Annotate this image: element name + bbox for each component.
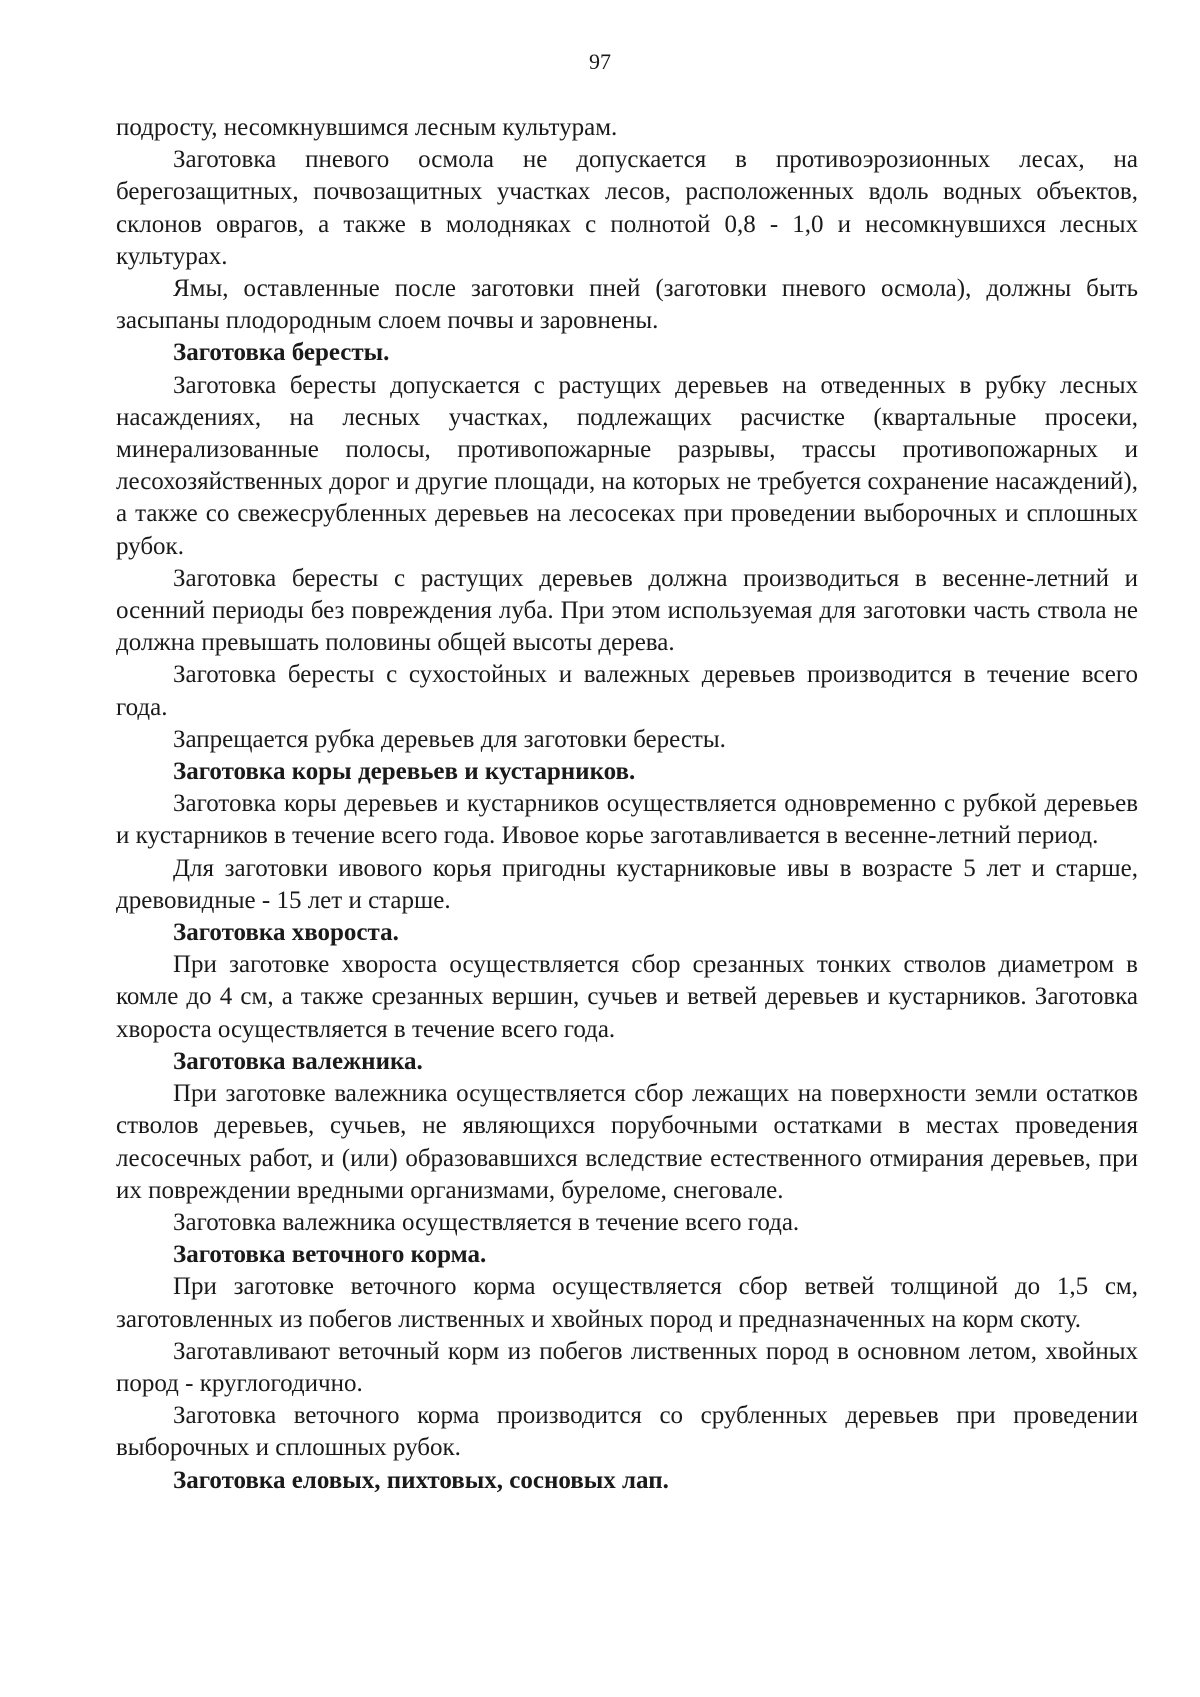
paragraph: При заготовке веточного корма осуществляется сбор ветвей толщиной до 1,5 см, заготовленных из побегов лиственных и хвойных пород и предназначенных на корм скоту. — [116, 1273, 1138, 1333]
section-heading-deadwood: Заготовка валежника. — [173, 1047, 423, 1075]
paragraph: Заготовка бересты допускается с растущих деревьев на отведенных в рубку лесных насаждениях, на лесных участках, подлежащих расчистке (квартальные просеки, минерализованные полосы, противопожарные разрывы, трассы противопожарных и лесохозяйственных дорог и другие площади, на которых не требуется сохранение насаждений), а также со свежесрубленных деревьев на лесосеках при проведении выборочных и сплошных рубок. — [116, 371, 1138, 560]
document-body — [116, 112, 1138, 1497]
paragraph: Заготовка веточного корма производится со срубленных деревьев при проведении выборочных и сплошных рубок. — [116, 1402, 1138, 1462]
paragraph: Заготавливают веточный корм из побегов лиственных пород в основном летом, хвойных пород - круглогодично. — [116, 1337, 1138, 1397]
section-heading-birch-bark: Заготовка бересты. — [173, 339, 390, 367]
paragraph: Заготовка пневого осмола не допускается в противоэрозионных лесах, на берегозащитных, почвозащитных участках лесов, расположенных вдоль водных объектов, склонов оврагов, а также в молодняках с полнотой 0,8 - 1,0 и несомкнувшихся лесных культурах. — [116, 146, 1138, 270]
paragraph-continuation: подросту, несомкнувшимся лесным культурам. — [116, 114, 618, 141]
section-heading-brushwood: Заготовка хвороста. — [173, 919, 399, 947]
page-number: 97 — [589, 49, 611, 74]
section-heading-conifer-branches: Заготовка еловых, пихтовых, сосновых лап. — [173, 1466, 669, 1494]
paragraph: Заготовка коры деревьев и кустарников осуществляется одновременно с рубкой деревьев и кустарников в течение всего года. Ивовое корье заготавливается в весенне-летний период. — [116, 790, 1138, 850]
section-heading-twig-fodder: Заготовка веточного корма. — [173, 1241, 487, 1269]
paragraph: Запрещается рубка деревьев для заготовки бересты. — [173, 725, 726, 753]
paragraph: Заготовка бересты с сухостойных и валежных деревьев производится в течение всего года. — [116, 661, 1138, 721]
section-heading-bark: Заготовка коры деревьев и кустарников. — [173, 758, 636, 786]
paragraph: При заготовке валежника осуществляется сбор лежащих на поверхности земли остатков стволов деревьев, сучьев, не являющихся порубочными остатками в местах проведения лесосечных работ, и (или) образовавшихся вследствие естественного отмирания деревьев, при их повреждении вредными организмами, буреломе, снеговале. — [116, 1080, 1138, 1204]
paragraph: При заготовке хвороста осуществляется сбор срезанных тонких стволов диаметром в комле до 4 см, а также срезанных вершин, сучьев и ветвей деревьев и кустарников. Заготовка хвороста осуществляется в течение всего года. — [116, 951, 1138, 1043]
paragraph: Для заготовки ивового корья пригодны кустарниковые ивы в возрасте 5 лет и старше, древовидные - 15 лет и старше. — [116, 854, 1138, 914]
paragraph: Заготовка бересты с растущих деревьев должна производиться в весенне-летний и осенний периоды без повреждения луба. При этом используемая для заготовки часть ствола не должна превышать половины общей высоты дерева. — [116, 564, 1138, 657]
paragraph: Ямы, оставленные после заготовки пней (заготовки пневого осмола), должны быть засыпаны плодородным слоем почвы и заровнены. — [116, 275, 1138, 335]
paragraph: Заготовка валежника осуществляется в течение всего года. — [173, 1208, 800, 1236]
